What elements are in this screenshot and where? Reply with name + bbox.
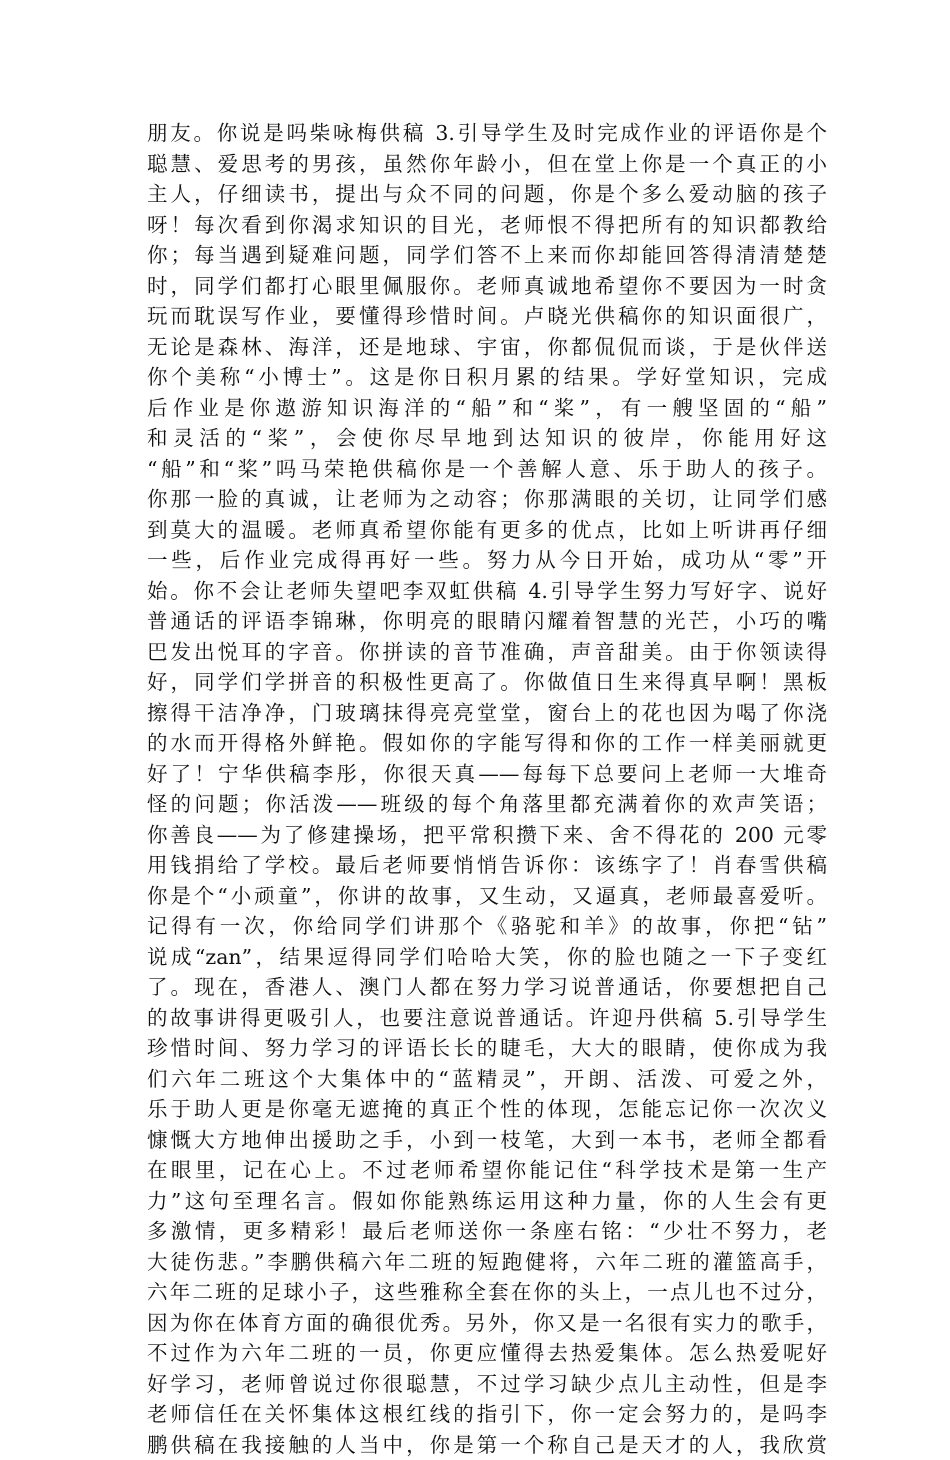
text-line: 的故事讲得更吸引人，也要注意说普通话。许迎丹供稿 5.引导学生 [147,1003,827,1034]
text-line: 在眼里，记在心上。不过老师希望你能记住“科学技术是第一生产 [147,1155,827,1186]
text-line: 珍惜时间、努力学习的评语长长的睫毛，大大的眼睛，使你成为我 [147,1033,827,1064]
text-line: 的水而开得格外鲜艳。假如你的字能写得和你的工作一样美丽就更 [147,728,827,759]
text-line: 巴发出悦耳的字音。你拼读的音节准确，声音甜美。由于你领读得 [147,637,827,668]
text-line: 你是个“小顽童”，你讲的故事，又生动，又逼真，老师最喜爱听。 [147,881,827,912]
text-line: 六年二班的足球小子，这些雅称全套在你的头上，一点儿也不过分， [147,1277,827,1308]
text-line: 大徒伤悲。”李鹏供稿六年二班的短跑健将，六年二班的灌篮高手， [147,1247,827,1278]
text-line: 了。现在，香港人、澳门人都在努力学习说普通话，你要想把自己 [147,972,827,1003]
text-line: 们六年二班这个大集体中的“蓝精灵”，开朗、活泼、可爱之外， [147,1064,827,1095]
text-line: 时，同学们都打心眼里佩服你。老师真诚地希望你不要因为一时贪 [147,271,827,302]
text-line: 说成“zan”，结果逗得同学们哈哈大笑，你的脸也随之一下子变红 [147,942,827,973]
text-line: 你；每当遇到疑难问题，同学们答不上来而你却能回答得清清楚楚 [147,240,827,271]
text-line: 无论是森林、海洋，还是地球、宇宙，你都侃侃而谈，于是伙伴送 [147,332,827,363]
text-line: 到莫大的温暖。老师真希望你能有更多的优点，比如上听讲再仔细 [147,515,827,546]
text-line: 多激情，更多精彩！最后老师送你一条座右铭：“少壮不努力，老 [147,1216,827,1247]
text-line: 后作业是你遨游知识海洋的“船”和“桨”，有一艘坚固的“船” [147,393,827,424]
text-line: 慷慨大方地伸出援助之手，小到一枝笔，大到一本书，老师全都看 [147,1125,827,1156]
text-line: 你那一脸的真诚，让老师为之动容；你那满眼的关切，让同学们感 [147,484,827,515]
text-line: 用钱捐给了学校。最后老师要悄悄告诉你：该练字了！肖春雪供稿 [147,850,827,881]
text-line: 鹏供稿在我接触的人当中，你是第一个称自己是天才的人，我欣赏 [147,1430,827,1460]
text-line: 好，同学们学拼音的积极性更高了。你做值日生来得真早啊！黑板 [147,667,827,698]
text-line: 不过作为六年二班的一员，你更应懂得去热爱集体。怎么热爱呢好 [147,1338,827,1369]
text-line: 朋友。你说是吗柴咏梅供稿 3.引导学生及时完成作业的评语你是个 [147,118,827,149]
text-line: 老师信任在关怀集体这根红线的指引下，你一定会努力的，是吗李 [147,1399,827,1430]
text-line: 怪的问题；你活泼——班级的每个角落里都充满着你的欢声笑语； [147,789,827,820]
text-line: 因为你在体育方面的确很优秀。另外，你又是一名很有实力的歌手， [147,1308,827,1339]
text-line: 你善良——为了修建操场，把平常积攒下来、舍不得花的 200 元零 [147,820,827,851]
text-line: 好了！宁华供稿李彤，你很天真——每每下总要问上老师一大堆奇 [147,759,827,790]
text-line: 普通话的评语李锦琳，你明亮的眼睛闪耀着智慧的光芒，小巧的嘴 [147,606,827,637]
text-line: 玩而耽误写作业，要懂得珍惜时间。卢晓光供稿你的知识面很广， [147,301,827,332]
text-line: 和灵活的“桨”，会使你尽早地到达知识的彼岸，你能用好这 [147,423,827,454]
text-line: 呀！每次看到你渴求知识的目光，老师恨不得把所有的知识都教给 [147,210,827,241]
text-line: 你个美称“小博士”。这是你日积月累的结果。学好堂知识，完成 [147,362,827,393]
text-line: 一些，后作业完成得再好一些。努力从今日开始，成功从“零”开 [147,545,827,576]
text-line: 始。你不会让老师失望吧李双虹供稿 4.引导学生努力写好字、说好 [147,576,827,607]
body-text [147,118,827,1460]
text-line: 聪慧、爱思考的男孩，虽然你年龄小，但在堂上你是一个真正的小 [147,149,827,180]
text-line: 好学习，老师曾说过你很聪慧，不过学习缺少点儿主动性，但是李 [147,1369,827,1400]
text-line: 力”这句至理名言。假如你能熟练运用这种力量，你的人生会有更 [147,1186,827,1217]
text-line: 乐于助人更是你毫无遮掩的真正个性的体现，怎能忘记你一次次义 [147,1094,827,1125]
text-line: 擦得干洁净净，门玻璃抹得亮亮堂堂，窗台上的花也因为喝了你浇 [147,698,827,729]
text-line: “船”和“桨”吗马荣艳供稿你是一个善解人意、乐于助人的孩子。 [147,454,827,485]
text-line: 记得有一次，你给同学们讲那个《骆驼和羊》的故事，你把“钻” [147,911,827,942]
text-line: 主人，仔细读书，提出与众不同的问题，你是个多么爱动脑的孩子 [147,179,827,210]
